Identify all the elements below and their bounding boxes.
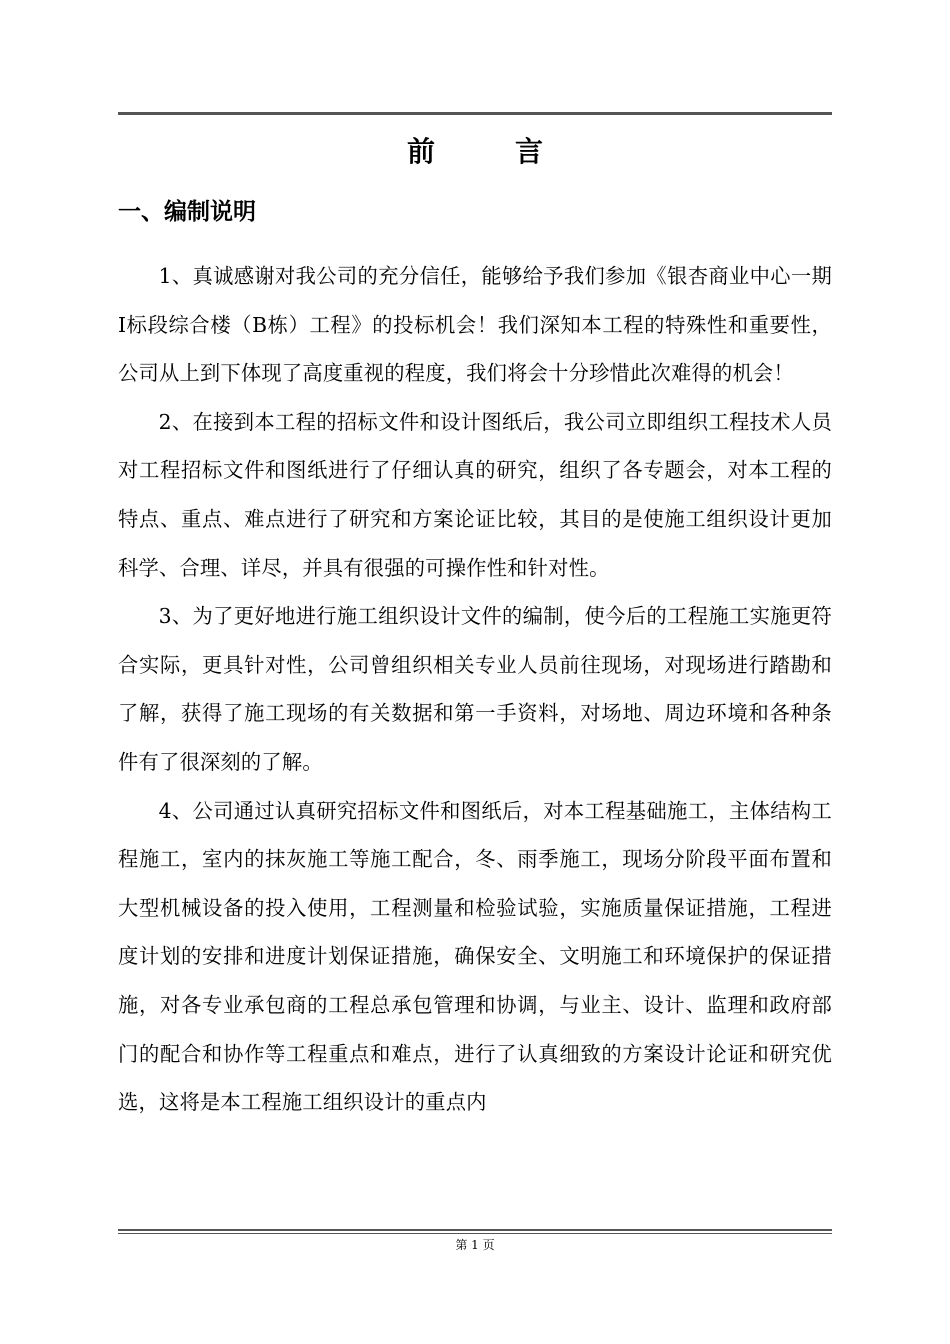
footer-rule	[118, 1229, 832, 1231]
page-title: 前 言	[406, 135, 569, 168]
page-number: 第 1 页	[455, 1238, 495, 1252]
paragraph-3: 3、为了更好地进行施工组织设计文件的编制，使今后的工程施工实施更符合实际，更具针对性，公司曾组织相关专业人员前往现场，对现场进行踏勘和了解，获得了施工现场的有关数据和第一手资料，对场地、周边环境和各种条件有了很深刻的了解。	[118, 604, 832, 774]
footer-rule-thin	[118, 1233, 832, 1234]
paragraph-2: 2、在接到本工程的招标文件和设计图纸后，我公司立即组织工程技术人员对工程招标文件和图纸进行了仔细认真的研究，组织了各专题会，对本工程的特点、重点、难点进行了研究和方案论证比较，其目的是使施工组织设计更加科学、合理、详尽，并具有很强的可操作性和针对性。	[118, 409, 832, 580]
section-heading: 一、编制说明	[118, 199, 256, 225]
paragraph-4: 4、公司通过认真研究招标文件和图纸后，对本工程基础施工，主体结构工程施工，室内的抹灰施工等施工配合，冬、雨季施工，现场分阶段平面布置和大型机械设备的投入使用，工程测量和检验试验，实施质量保证措施，工程进度计划的安排和进度计划保证措施，确保安全、文明施工和环境保护的保证措施，对各专业承包商的工程总承包管理和协调，与业主、设计、监理和政府部门的配合和协作等工程重点和难点，进行了认真细致的方案设计论证和研究优选，这将是本工程施工组织设计的重点内	[118, 798, 832, 1115]
header-rule	[118, 112, 832, 115]
paragraph-1: 1、真诚感谢对我公司的充分信任，能够给予我们参加《银杏商业中心一期Ⅰ标段综合楼（B栋）工程》的投标机会！我们深知本工程的特殊性和重要性，公司从上到下体现了高度重视的程度，我们将会十分珍惜此次难得的机会！	[118, 264, 832, 386]
body-text	[118, 252, 832, 1127]
